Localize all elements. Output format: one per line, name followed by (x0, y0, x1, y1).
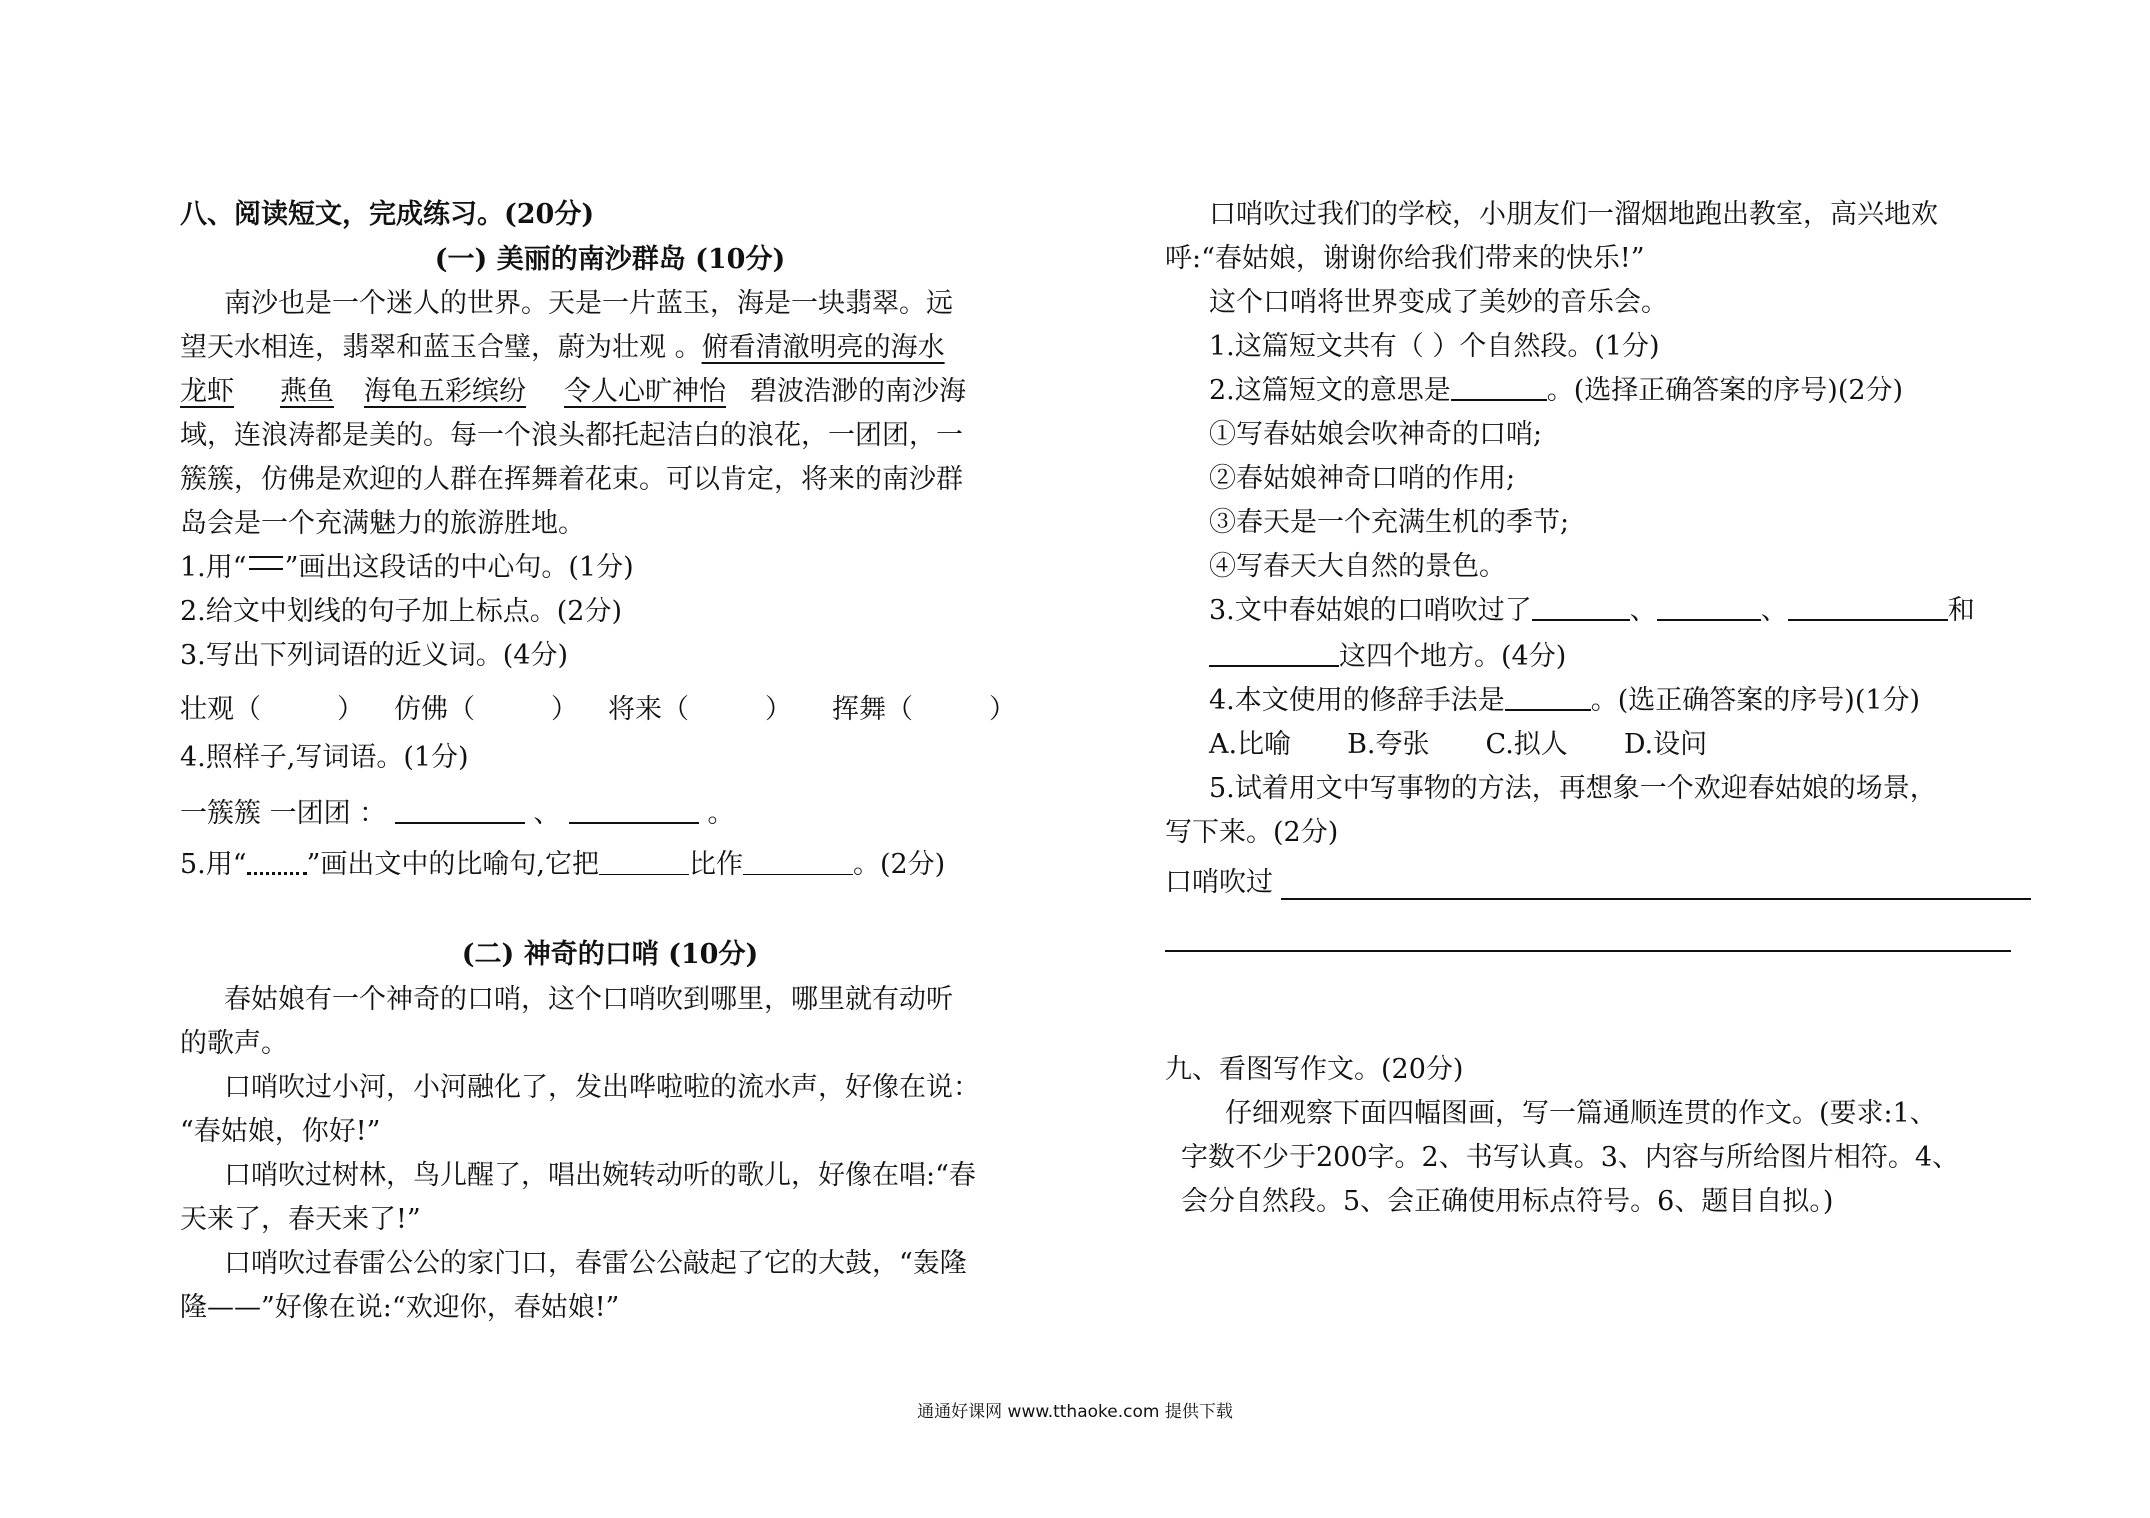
answer-blank[interactable] (1532, 593, 1630, 621)
question-5-cont: 写下来。(2分) (1165, 817, 1339, 848)
passage-1-line-1: 南沙也是一个迷人的世界。天是一片蓝玉，海是一块翡翠。远 (224, 288, 953, 319)
underlined-sentence: 龙虾 燕鱼 海龟五彩缤纷 令人心旷神怡 (180, 376, 726, 407)
question-4: 4.照样子,写词语。(1分) (180, 742, 469, 773)
option-1: ①写春姑娘会吹神奇的口哨; (1209, 419, 1543, 450)
answer-blank[interactable] (569, 796, 699, 824)
synonym-row: 壮观（ ） 仿佛（ ） 将来（ ） 挥舞（ ） (180, 694, 1016, 725)
answer-blank[interactable] (395, 796, 525, 824)
option-2: ②春姑娘神奇口哨的作用; (1209, 463, 1516, 494)
passage-1-line-3 (180, 372, 966, 412)
passage-2-line-9: 口哨吹过我们的学校，小朋友们一溜烟地跑出教室，高兴地欢 (1209, 199, 1938, 230)
wavy-line-mark-icon (247, 848, 307, 875)
answer-blank[interactable] (743, 848, 853, 875)
answer-blank[interactable] (1657, 593, 1761, 621)
question-3-cont: 这四个地方。(4分) (1209, 637, 1566, 677)
passage-1-line-4: 域，连浪涛都是美的。每一个浪头都托起洁白的浪花，一团团，一 (180, 420, 963, 451)
double-line-mark-icon (249, 556, 283, 570)
writing-line[interactable] (1165, 950, 2011, 952)
passage-2-line-11: 这个口哨将世界变成了美妙的音乐会。 (1209, 287, 1668, 318)
passage-1-line-5: 簇簇，仿佛是欢迎的人群在挥舞着花束。可以肯定，将来的南沙群 (180, 464, 963, 495)
answer-blank[interactable] (599, 848, 689, 875)
question-2: 2.这篇短文的意思是 。(选择正确答案的序号)(2分) (1209, 375, 1904, 406)
passage-2-line-3: 口哨吹过小河，小河融化了，发出哗啦啦的流水声，好像在说： (224, 1072, 980, 1103)
passage-2-line-10: 呼:“春姑娘，谢谢你给我们带来的快乐!” (1165, 243, 1645, 274)
question-1: 1.这篇短文共有（ ）个自然段。(1分) (1209, 331, 1660, 362)
question-5: 5.试着用文中写事物的方法，再想象一个欢迎春姑娘的场景， (1209, 773, 1937, 804)
passage-2-line-1: 春姑娘有一个神奇的口哨，这个口哨吹到哪里，哪里就有动听 (224, 984, 953, 1015)
option-3: ③春天是一个充满生机的季节; (1209, 507, 1570, 538)
section-8-heading: 八、阅读短文，完成练习。(20分) (180, 199, 595, 230)
passage-1-title: (一) 美丽的南沙群岛 (10分) (434, 244, 786, 275)
question-4: 4.本文使用的修辞手法是 。(选正确答案的序号)(1分) (1209, 685, 1921, 716)
footer-credit: 通通好课网 www.tthaoke.com 提供下载 (917, 1402, 1233, 1422)
section-9-heading: 九、看图写作文。(20分) (1165, 1054, 1464, 1085)
question-3: 3.文中春姑娘的口哨吹过了 、 、 和 (1209, 595, 1975, 626)
section-9-line-2: 字数不少于200字。2、书写认真。3、内容与所给图片相符。4、 (1181, 1142, 1960, 1173)
passage-2-line-8: 隆——”好像在说:“欢迎你，春姑娘!” (180, 1292, 620, 1323)
option-4: ④写春天大自然的景色。 (1209, 551, 1506, 582)
question-2: 2.给文中划线的句子加上标点。(2分) (180, 596, 623, 627)
underlined-sentence: 俯看清澈明亮的海水 (701, 332, 945, 363)
passage-text: 碧波浩渺的南沙海 (750, 376, 966, 407)
passage-1-line-2 (180, 328, 945, 368)
passage-2-line-4: “春姑娘，你好!” (180, 1116, 381, 1147)
answer-blank[interactable] (1505, 683, 1591, 711)
answer-blank[interactable] (1209, 639, 1339, 667)
writing-line[interactable] (1281, 898, 2031, 900)
passage-1-line-6: 岛会是一个充满魅力的旅游胜地。 (180, 508, 585, 539)
passage-2-line-6: 天来了，春天来了!” (180, 1204, 421, 1235)
passage-2-line-7: 口哨吹过春雷公公的家门口，春雷公公敲起了它的大鼓，“轰隆 (224, 1248, 967, 1279)
choices-row: A.比喻 B.夸张 C.拟人 D.设问 (1209, 729, 1708, 760)
write-lead: 口哨吹过 (1165, 867, 1273, 898)
section-9-line-3: 会分自然段。5、会正确使用标点符号。6、题目自拟。) (1181, 1186, 1834, 1217)
passage-2-line-5: 口哨吹过树林，鸟儿醒了，唱出婉转动听的歌儿，好像在唱:“春 (224, 1160, 976, 1191)
answer-blank[interactable] (1451, 373, 1547, 401)
question-5: 5.用“ ”画出文中的比喻句,它把 比作 。(2分) (180, 849, 946, 880)
example-words-row: 一簇簇 一团团 ： 、 。 (180, 798, 735, 829)
question-3: 3.写出下列词语的近义词。(4分) (180, 640, 569, 671)
passage-2-title: (二) 神奇的口哨 (10分) (461, 939, 759, 970)
passage-2-line-2: 的歌声。 (180, 1028, 288, 1059)
section-9-line-1: 仔细观察下面四幅图画，写一篇通顺连贯的作文。(要求:1、 (1225, 1098, 1937, 1129)
question-1: 1.用“ ”画出这段话的中心句。(1分) (180, 552, 634, 583)
passage-text: 望天水相连，翡翠和蓝玉合璧，蔚为壮观 。 (180, 332, 702, 363)
answer-blank[interactable] (1788, 593, 1948, 621)
